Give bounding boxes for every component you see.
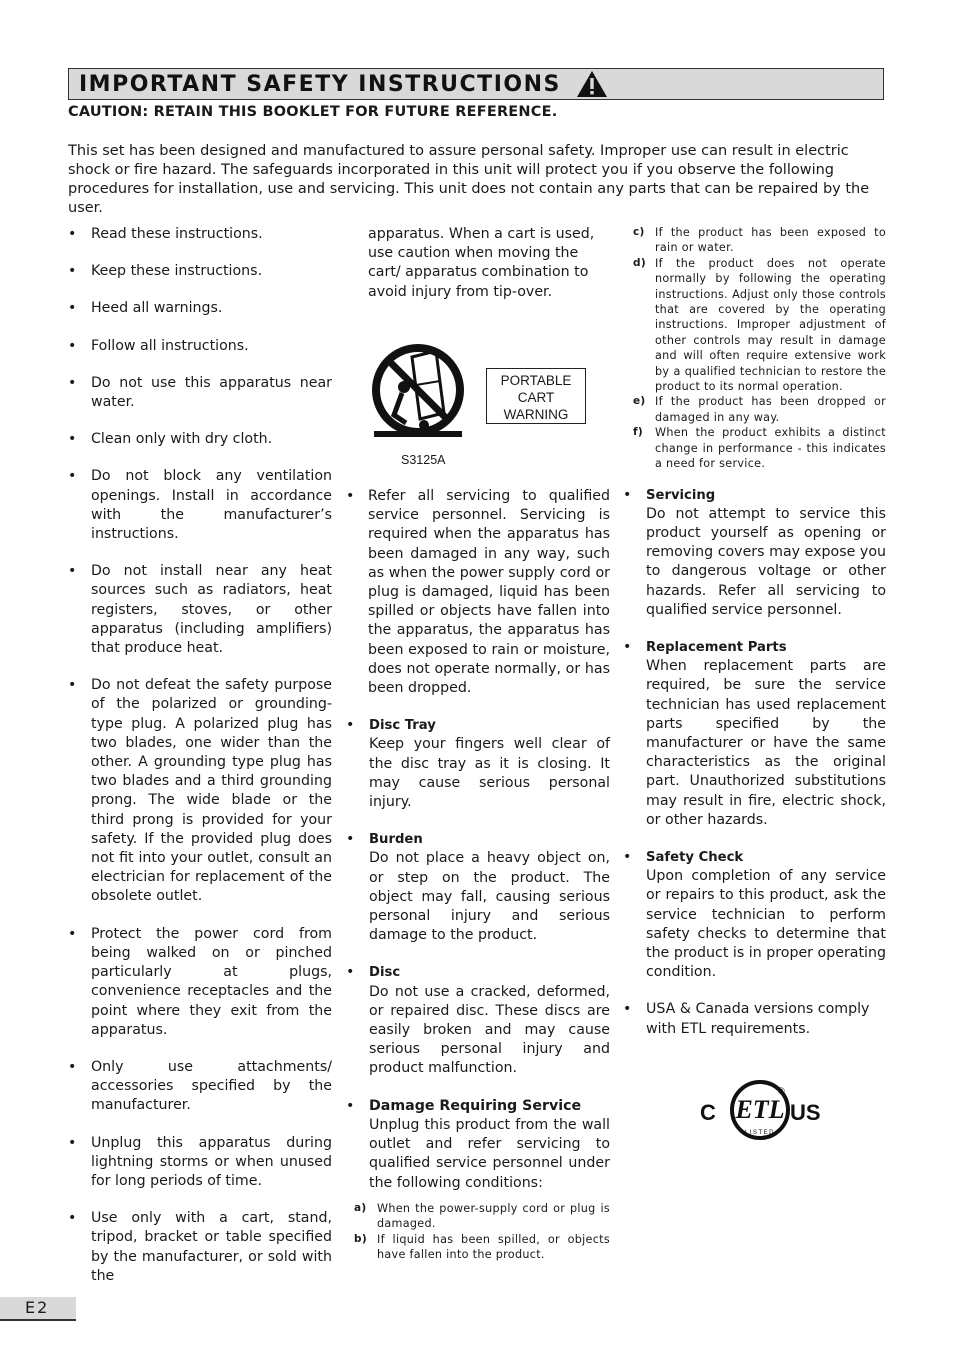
list-item: • Heed all warnings.: [68, 299, 332, 318]
condition-item: [354, 1232, 610, 1263]
list-item: • Keep these instructions.: [68, 262, 332, 281]
list-item: • Refer all servicing to qualified service personnel. Servicing is required when the apparatus has been damaged in any way, such as when the power supply cord or plug is damaged, liquid has been spilled or objects have fallen into the apparatus, the apparatus has been exposed to rain or moisture, does not operate normally, or has been dropped.: [346, 487, 610, 698]
list-item: • Protect the power cord from being walked on or pinched particularly at plugs, convenience receptacles and the point where they exit from the apparatus.: [68, 925, 332, 1040]
list-item: • Do not defeat the safety purpose of the polarized or grounding-type plug. A polarized plug has two blades, one wider than the other. A grounding type plug has two blades and a third grounding prong. The wide blade or the third prong is provided for your safety. If the provided plug does not fit into your outlet, consult an electrician for replacement of the obsolete outlet.: [68, 676, 332, 906]
list-item-burden: [346, 830, 610, 945]
section-text: Do not place a heavy object on, or step on the product. The object may fall, causing serious personal injury and serious damage to the product.: [369, 850, 610, 944]
condition-text: When the power-supply cord or plug is damaged.: [377, 1201, 610, 1231]
list-item: • Do not block any ventilation openings. Install in accordance with the manufacturer’s instructions.: [68, 467, 332, 544]
list-item-etl-note: • USA & Canada versions comply with ETL requirements.: [623, 1000, 886, 1038]
list-item: • Unplug this apparatus during lightning storms or when unused for long periods of time.: [68, 1134, 332, 1192]
section-text: Do not use a cracked, deformed, or repaired disc. These discs are easily broken and may cause serious personal injury and product malfunction.: [369, 983, 610, 1077]
etl-c-mark: C: [700, 1100, 716, 1125]
list-item: • Do not install near any heat sources such as radiators, heat registers, stoves, or other apparatus (including amplifiers) that produce heat.: [68, 562, 332, 658]
list-item-replacement-parts: [623, 638, 886, 830]
condition-label: a): [354, 1201, 367, 1214]
section-heading: • Servicing: [646, 487, 716, 503]
list-item: • Do not use this apparatus near water.: [68, 374, 332, 412]
condition-label: b): [354, 1232, 367, 1245]
column-1: [68, 225, 332, 1304]
condition-item: [623, 425, 886, 471]
condition-label: c): [633, 226, 645, 238]
condition-item: [623, 256, 886, 395]
cart-section: [346, 225, 610, 487]
continued-text: apparatus. When a cart is used, use caution when moving the cart/ apparatus combination to avoid injury from tip-over.: [368, 226, 595, 300]
list-item: • Only use attachments/ accessories specified by the manufacturer.: [68, 1058, 332, 1116]
section-heading: • Disc: [369, 965, 401, 981]
etl-listed-logo: [700, 1070, 825, 1140]
column-2: [346, 225, 610, 1262]
section-heading: • Safety Check: [646, 849, 744, 865]
title-bar: [68, 68, 884, 100]
portable-cart-warning-label: PORTABLE CART WARNING: [486, 368, 586, 424]
list-item: • Follow all instructions.: [68, 337, 332, 356]
condition-label: e): [633, 395, 646, 408]
section-heading: • Damage Requiring Service: [369, 1097, 582, 1114]
section-text: Upon completion of any service or repairs to this product, ask the service technician to perform safety checks to determine that the product is in proper operating condition.: [646, 868, 886, 981]
section-text: When replacement parts are required, be sure the service technician has used replacement parts specified by the manufacturer or have the same characteristics as the original part. Unauthorized substitutions may result in fire, electric shock, or other hazards.: [646, 658, 886, 828]
condition-item: [354, 1201, 610, 1232]
list-item: • Use only with a cart, stand, tripod, bracket or table specified by the manufacturer, or sold with the: [68, 1209, 332, 1286]
condition-item: [623, 225, 886, 256]
page-title: IMPORTANT SAFETY INSTRUCTIONS: [79, 71, 561, 97]
section-text: Unplug this product from the wall outlet and refer servicing to qualified service personnel under the following conditions:: [369, 1116, 610, 1191]
portable-cart-warning-icon: [368, 335, 468, 451]
list-item-disc: [346, 963, 610, 1078]
section-heading: • Disc Tray: [369, 718, 436, 734]
list-item-damage: [346, 1097, 610, 1193]
etl-listed-mark: LISTED: [744, 1130, 776, 1136]
cart-code: S3125A: [401, 453, 446, 467]
list-item-disc-tray: [346, 716, 610, 812]
condition-text: If the product has been exposed to rain or water.: [655, 226, 886, 255]
etl-mark: ETL: [735, 1095, 785, 1124]
warning-triangle-icon: [575, 69, 609, 99]
list-item: • Clean only with dry cloth.: [68, 430, 332, 449]
caution-note: CAUTION: RETAIN THIS BOOKLET FOR FUTURE REFERENCE.: [68, 104, 558, 120]
condition-label: f): [633, 426, 643, 439]
condition-label: d): [633, 256, 646, 269]
column-3: [623, 225, 886, 1057]
intro-paragraph: This set has been designed and manufactured to assure personal safety. Improper use can result in electric shock or fire hazard. The safeguards incorporated in this unit will protect you if you observe the following procedures for installation, use and servicing. This unit does not contain any parts that can be repaired by the user.: [68, 143, 870, 216]
page-number: E2: [0, 1297, 76, 1321]
condition-text: If liquid has been spilled, or objects have fallen into the product.: [377, 1232, 610, 1261]
list-item-servicing: [623, 486, 886, 620]
etl-us-mark: US: [790, 1100, 821, 1125]
section-text: Do not attempt to service this product yourself as opening or removing covers may expose you to dangerous voltage or other hazards. Refer all servicing to qualified service personnel.: [646, 505, 886, 618]
section-heading: • Replacement Parts: [646, 639, 787, 655]
registered-mark: ®: [778, 1086, 785, 1096]
section-text: Keep your fingers well clear of the disc tray as it is closing. It may cause serious personal injury.: [369, 736, 610, 811]
section-heading: • Burden: [369, 832, 423, 848]
condition-item: [623, 394, 886, 425]
list-item-safety-check: [623, 848, 886, 982]
condition-text: If the product does not operate normally by following the operating instructions. Adjust only those controls that are covered by the operating instructions. Improper adjustment of other controls may result in damage and will often require extensive work by a qualified technician to restore the product to its normal operation.: [655, 256, 886, 394]
condition-text: When the product exhibits a distinct change in performance - this indicates a need for service.: [655, 426, 886, 471]
list-item: • Read these instructions.: [68, 225, 332, 244]
condition-text: If the product has been dropped or damaged in any way.: [655, 395, 886, 424]
